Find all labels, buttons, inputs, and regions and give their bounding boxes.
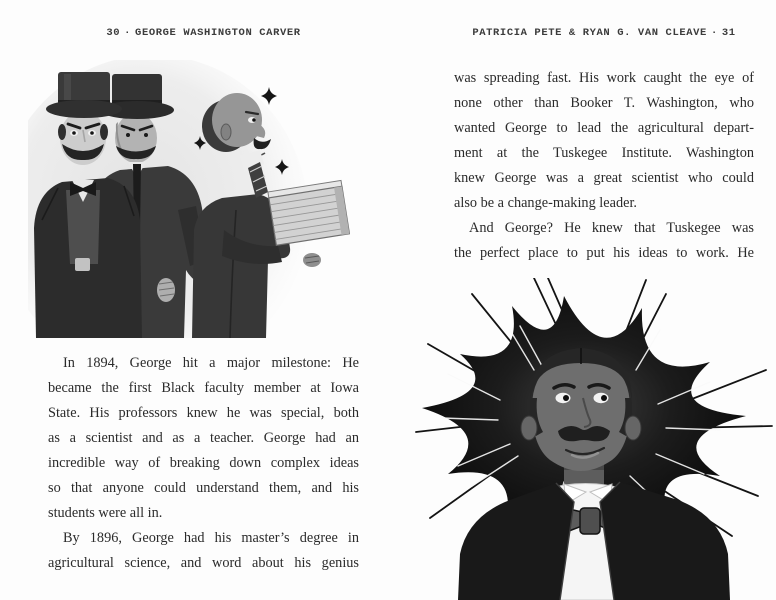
text-line: students were all in. — [48, 505, 163, 521]
text-line: In 1894, George hit a major milestone: He — [63, 355, 359, 371]
illustration-portrait-starburst — [414, 278, 774, 600]
text-line: also be a change-making leader. — [454, 195, 637, 211]
text-line: And George? He knew that Tuskegee was — [469, 220, 754, 236]
running-head-right — [452, 27, 756, 39]
text-line: knew George was a great scientist who could — [454, 170, 754, 186]
text-line: incredible way of breaking down complex ideas — [48, 455, 359, 471]
running-head-left — [48, 27, 359, 39]
header-separator: · — [710, 27, 718, 39]
book-title: GEORGE WASHINGTON CARVER — [135, 27, 301, 39]
text-line: was spreading fast. His work caught the eye of — [454, 70, 754, 86]
text-line: so that anyone could understand them, and his — [48, 480, 359, 496]
page-number-left: 30 — [106, 27, 121, 39]
authors: PATRICIA PETE & RYAN G. VAN CLEAVE — [472, 27, 707, 39]
text-line: wanted George to lead the agricultural depart- — [454, 120, 754, 136]
text-line: the perfect place to put his ideas to work. He — [454, 245, 754, 261]
body-text-left — [48, 351, 359, 576]
page-number-right: 31 — [721, 27, 736, 39]
sparkle-icon — [261, 87, 277, 105]
text-line: State. His professors knew he was special, both — [48, 405, 359, 421]
text-line: ment at the Tuskegee Institute. Washington — [454, 145, 754, 161]
page-right — [388, 0, 776, 600]
paper-stack — [268, 180, 350, 245]
header-separator: · — [124, 27, 132, 39]
body-text-right — [454, 66, 754, 266]
text-line: none other than Booker T. Washington, who — [454, 95, 754, 111]
text-line: as a scientist and as a teacher. George had an — [48, 430, 359, 446]
illustration-three-men — [28, 60, 350, 338]
text-line: agricultural science, and word about his genius — [48, 555, 359, 571]
text-line: By 1896, George had his master’s degree in — [63, 530, 359, 546]
text-line: became the first Black faculty member at Iowa — [48, 380, 359, 396]
